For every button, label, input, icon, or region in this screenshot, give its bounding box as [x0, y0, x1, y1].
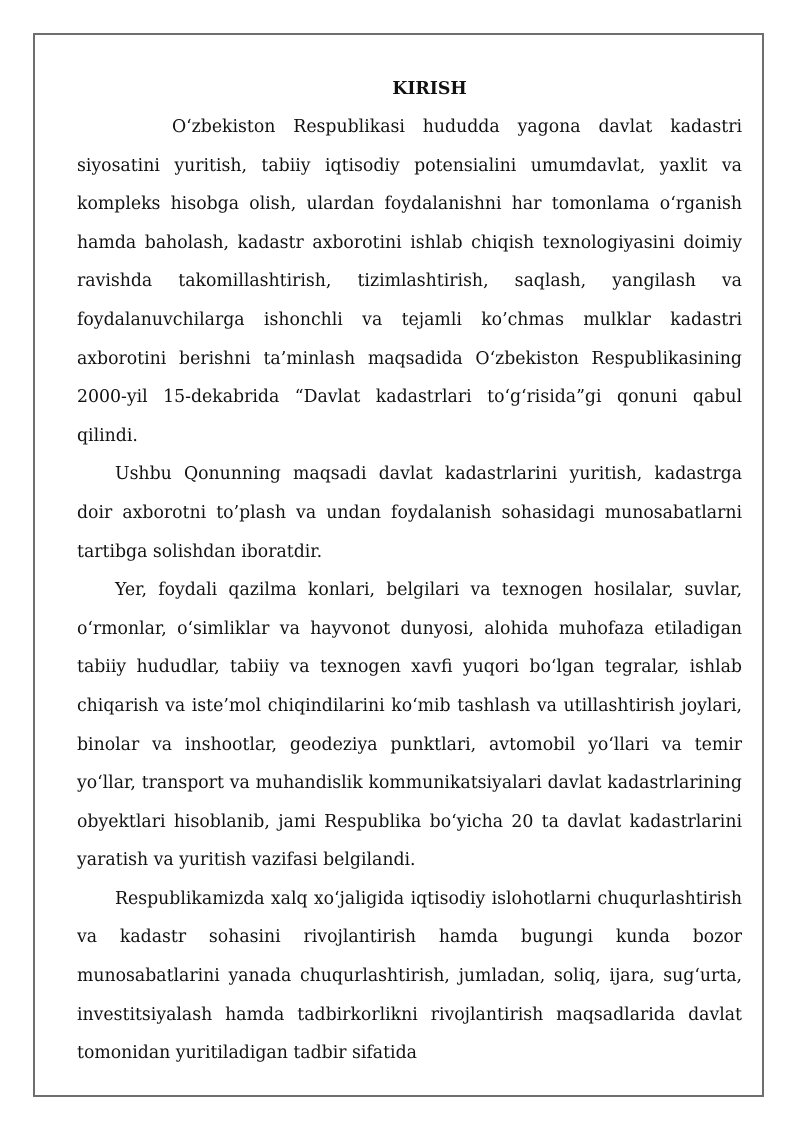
paragraph-2: Ushbu Qonunning maqsadi davlat kadastrlarini yuritish, kadastrga doir axborotni to’plash va undan foydalanish sohasidagi munosabatlarni tartibga solishdan iboratdir.: [77, 464, 742, 562]
paragraph-4: Respublikamizda xalq xo‘jaligida iqtisodiy islohotlarni chuqurlashtirish va kadastr sohasini rivojlantirish hamda bugungi kunda bozor munosabatlarini yanada chuqurlashtirish, jumladan, soliq, ijara, sug‘urta, investitsiyalash hamda tadbirkorlikni rivojlantirish maqsadlarida davlat tomonidan yuritiladigan tadbir sifatida: [77, 888, 742, 1064]
paragraph-1: O‘zbekiston Respublikasi hududda yagona davlat kadastri siyosatini yuritish, tabiiy iqtisodiy potensialini umumdavlat, yaxlit va kompleks hisobga olish, ulardan foydalanishni har tomonlama o‘rganish hamda baholash, kadastr axborotini ishlab chiqish texnologiyasini doimiy ravishda takomillashtirish, tizimlashtirish, saqlash, yangilash va foydalanuvchilarga ishonchli va tejamli ko’chmas mulklar kadastri axborotini berishni ta’minlash maqsadida O‘zbekiston Respublikasining 2000-yil 15-dekabrida “Davlat kadastrlari to‘g‘risida”gi qonuni qabul qilindi.: [77, 117, 742, 446]
section-title: KIRISH: [392, 79, 467, 99]
document-body: [77, 68, 742, 1073]
paragraph-3: Yer, foydali qazilma konlari, belgilari va texnogen hosilalar, suvlar, o‘rmonlar, o‘simliklar va hayvonot dunyosi, alohida muhofaza etiladigan tabiiy hududlar, tabiiy va texnogen xavfi yuqori bo‘lgan tegralar, ishlab chiqarish va iste’mol chiqindilarini ko‘mib tashlash va utillashtirish joylari, binolar va inshootlar, geodeziya punktlari, avtomobil yo‘llari va temir yo‘llar, transport va muhandislik kommunikatsiyalari davlat kadastrlarining obyektlari hisoblanib, jami Respublika bo‘yicha 20 ta davlat kadastrlarini yaratish va yuritish vazifasi belgilandi.: [77, 580, 742, 871]
